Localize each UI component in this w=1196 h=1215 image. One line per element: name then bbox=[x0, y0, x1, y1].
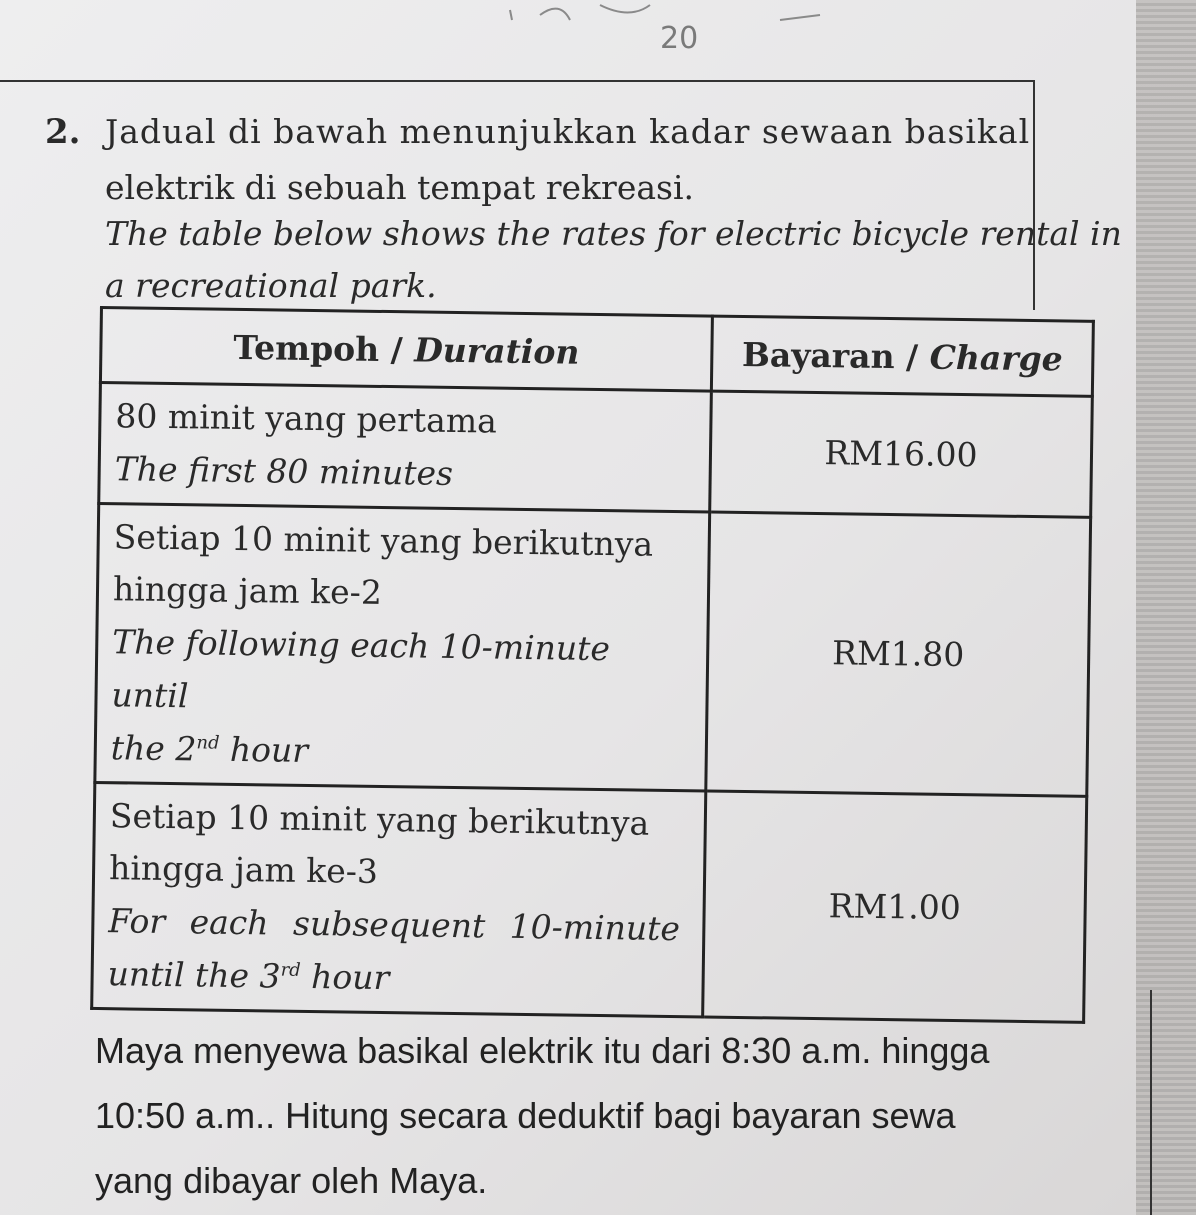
row1-duration-en: The first 80 minutes bbox=[114, 449, 454, 493]
frame-top-line bbox=[0, 80, 1035, 82]
row2-duration bbox=[95, 503, 710, 790]
header-charge bbox=[711, 316, 1093, 396]
row2-charge: RM1.80 bbox=[706, 512, 1091, 796]
footer-line3: yang dibayar oleh Maya. bbox=[95, 1160, 488, 1201]
row3-duration-ms2: hingga jam ke-3 bbox=[108, 848, 379, 892]
header-duration bbox=[100, 308, 712, 392]
row3-duration-en2: until the 3rd hour bbox=[107, 954, 390, 998]
row3-charge: RM1.00 bbox=[703, 791, 1087, 1022]
question-english-line2: a recreational park. bbox=[105, 266, 437, 305]
row1-charge: RM16.00 bbox=[710, 391, 1093, 517]
row1-duration-ms: 80 minit yang pertama bbox=[115, 396, 498, 441]
frame-right-line-lower bbox=[1150, 990, 1152, 1215]
row3-duration-ms1: Setiap 10 minit yang berikutnya bbox=[109, 795, 650, 843]
row1-duration bbox=[99, 383, 712, 512]
frame-right-line bbox=[1033, 80, 1035, 310]
header-charge-ms: Bayaran / bbox=[741, 334, 930, 377]
binding-edge bbox=[1136, 0, 1196, 1215]
footer-line2: 10:50 a.m.. Hitung secara deduktif bagi bayaran sewa bbox=[95, 1095, 956, 1136]
header-duration-ms: Tempoh / bbox=[233, 327, 415, 369]
header-charge-en: Charge bbox=[929, 337, 1063, 378]
row2-duration-ms1: Setiap 10 minit yang berikutnya bbox=[113, 516, 654, 564]
row2-duration-ms2: hingga jam ke-2 bbox=[112, 569, 383, 613]
table-row bbox=[95, 503, 1091, 796]
row2-duration-en2: the 2nd hour bbox=[110, 727, 309, 770]
row3-duration bbox=[92, 782, 706, 1017]
table-header-row bbox=[100, 308, 1093, 397]
question-malay-line1: Jadual di bawah menunjukkan kadar sewaan basikal bbox=[105, 112, 1031, 151]
question-malay-line2: elektrik di sebuah tempat rekreasi. bbox=[105, 168, 695, 207]
row3-duration-en1: For each subsequent 10-minute bbox=[108, 901, 681, 949]
question-english-line1: The table below shows the rates for electric bicycle rental in bbox=[105, 214, 1122, 253]
row2-duration-en1: The following each 10-minute until bbox=[111, 622, 611, 716]
table-row bbox=[92, 782, 1087, 1022]
handwritten-scribble bbox=[500, 0, 900, 60]
footer-line1: Maya menyewa basikal elektrik itu dari 8:30 a.m. hingga bbox=[95, 1030, 990, 1071]
rental-rates-table bbox=[90, 306, 1095, 1024]
question-number: 2. bbox=[45, 112, 81, 152]
table-row bbox=[99, 383, 1093, 517]
scribble-text: 20 bbox=[660, 21, 699, 56]
header-duration-en: Duration bbox=[413, 329, 580, 372]
